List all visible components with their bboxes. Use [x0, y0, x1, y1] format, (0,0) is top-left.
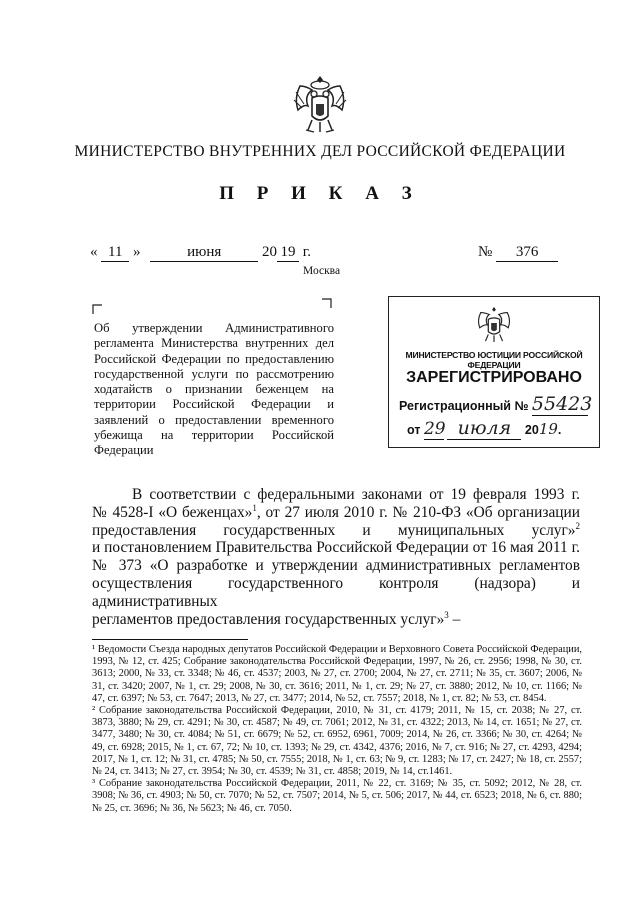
number-sign: №	[478, 244, 493, 260]
preamble-line-2	[92, 504, 580, 522]
stamp-date-line	[407, 417, 561, 440]
date-close-quote: »	[133, 244, 141, 260]
preamble-line-6: осуществления государственного контроля (надзора) и административных	[92, 574, 580, 610]
stamp-ministry: МИНИСТЕРСТВО ЮСТИЦИИ РОССИЙСКОЙ ФЕДЕРАЦИИ	[405, 350, 583, 370]
city-name: Москва	[303, 265, 341, 277]
stamp-date-day: 29	[423, 419, 446, 439]
number-value: 376	[496, 244, 558, 262]
preamble-line-4: и постановлением Правительства Российской Федерации от 16 мая 2011 г.	[92, 539, 580, 557]
stamp-emblem-icon	[475, 305, 513, 343]
subject-bracket-right	[322, 298, 332, 308]
stamp-date-month: июля	[447, 417, 521, 440]
date-day: 11	[101, 244, 129, 262]
stamp-reg-line	[399, 393, 593, 416]
footnote-1: ¹ Ведомости Съезда народных депутатов Российской Федерации и Верховного Совета Российской Федерации, 1993, № 12, ст. 425; Собрание законодательства Российской Федерации, 1997, № 26, ст. 2956; 1998, № 30, ст. 3613; 2000, № 33, ст. 3348; № 46, ст. 4537; 2003, № 27, ст. 2700; 2004, № 27, ст. 2711; № 35, ст. 3607; 2006, № 31, ст. 3420; 2007, № 1, ст. 29; 2008, № 30, ст. 3616; 2011, № 1, ст. 29; № 27, ст. 3880; 2012, № 10, ст. 1166; № 47, ст. 6397; № 53, ст. 7647; 2013, № 27, ст. 3477; 2014, № 52, ст. 7557; 2018, № 1, ст. 82; № 53, ст. 8454.	[92, 644, 582, 704]
order-preamble	[92, 486, 580, 628]
registration-stamp	[388, 296, 600, 448]
footnotes	[92, 644, 582, 815]
order-date	[90, 244, 311, 262]
coat-of-arms-emblem	[290, 74, 350, 136]
stamp-reg-number: 55423	[531, 393, 593, 415]
order-subject: Об утверждении Административного регламента Министерства внутренних дел Российской Федерации по предоставлению государственной услуги по рассмотрению ходатайств о признании беженцем на территории Российской Федерации и заявлений о предоставлении временного убежища на территории Российской Федерации	[94, 321, 334, 458]
stamp-registered: ЗАРЕГИСТРИРОВАНО	[406, 369, 582, 386]
date-year-unit: г.	[302, 244, 311, 260]
stamp-date-dot: .	[557, 423, 562, 437]
stamp-reg-label: Регистрационный №	[399, 399, 529, 413]
preamble-line-3	[92, 522, 580, 540]
preamble-line-1: В соответствии с федеральными законами от 19 февраля 1993 г.	[132, 486, 580, 503]
footnote-ref-1: 1	[252, 502, 257, 513]
stamp-date-prefix: от	[407, 423, 421, 437]
stamp-date-year-suffix: 19	[538, 420, 558, 438]
subject-bracket-left	[92, 304, 102, 314]
preamble-text: –	[448, 610, 461, 628]
preamble-text: предоставления государственных и муниципальных услуг»	[92, 521, 576, 539]
date-year-suffix: 19	[277, 244, 299, 262]
document-type-title: П Р И К А З	[219, 183, 421, 204]
stamp-date-year-prefix: 20	[524, 423, 539, 437]
footnote-separator	[92, 639, 248, 640]
preamble-line-5: № 373 «О разработке и утверждении административных регламентов	[92, 557, 580, 575]
footnote-ref-3: 3	[444, 609, 449, 620]
preamble-text: № 4528-I «О беженцах»	[92, 503, 253, 521]
date-year-prefix: 20	[262, 244, 277, 260]
date-month: июня	[150, 244, 258, 262]
preamble-text: , от 27 июля 2010 г. № 210-ФЗ «Об организации	[256, 503, 581, 521]
preamble-line-7	[92, 611, 580, 629]
footnote-ref-2: 2	[575, 520, 580, 531]
ministry-name: МИНИСТЕРСТВО ВНУТРЕННИХ ДЕЛ РОССИЙСКОЙ ФЕДЕРАЦИИ	[74, 143, 566, 160]
preamble-text: регламентов предоставления государственных услуг»	[92, 610, 445, 628]
date-open-quote: «	[90, 244, 98, 260]
order-number	[478, 244, 558, 262]
footnote-2: ² Собрание законодательства Российской Федерации, 2010, № 31, ст. 4179; 2011, № 15, ст. 2038; № 27, ст. 3873, 3880; № 29, ст. 4291; № 30, ст. 4587; № 49, ст. 7061; 2012, № 31, ст. 4322; 2013, № 14, ст. 1651; № 27, ст. 3477, 3480; № 30, ст. 4084; № 51, ст. 6679; № 52, ст. 6952, 6961, 7009; 2014, № 26, ст. 3366; № 30, ст. 4264; № 49, ст. 6928; 2015, № 1, ст. 67, 72; № 10, ст. 1393; № 29, ст. 4342, 4376; 2016, № 7, ст. 916; № 27, ст. 4293, 4294; 2017, № 1, ст. 12; № 31, ст. 4785; № 50, ст. 7555; 2018, № 1, ст. 63; № 9, ст. 1283; № 17, ст. 2427; № 18, ст. 2557; № 24, ст. 3413; № 27, ст. 3954; № 30, ст. 4539; № 31, ст. 4858; 2019, № 14, ст.1461.	[92, 705, 582, 778]
footnote-3: ³ Собрание законодательства Российской Федерации, 2011, № 22, ст. 3169; № 35, ст. 5092; 2012, № 28, ст. 3908; № 36, ст. 4903; № 50, ст. 7070; № 52, ст. 7507; 2014, № 5, ст. 506; 2017, № 44, ст. 6523; 2018, № 6, ст. 880; № 25, ст. 3696; № 36, № 5623; № 46, ст. 7050.	[92, 778, 582, 814]
